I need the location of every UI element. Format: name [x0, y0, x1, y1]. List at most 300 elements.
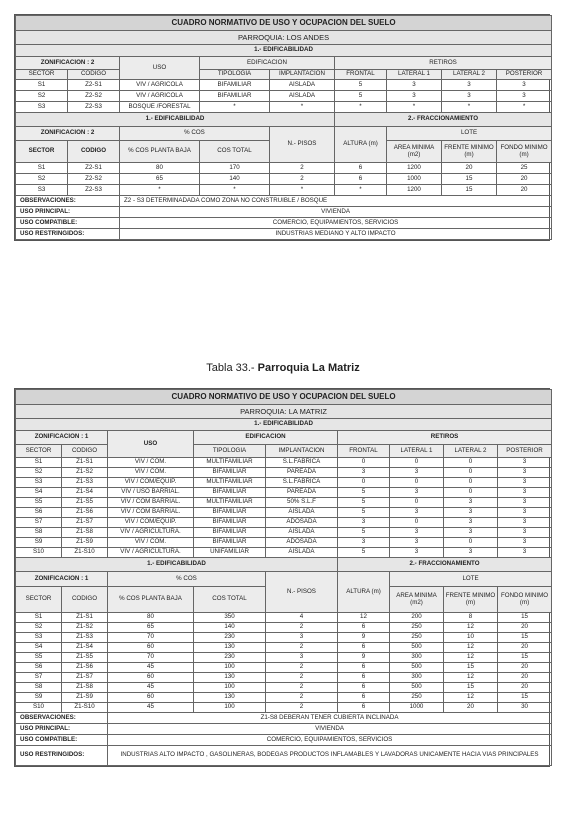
table-cell: 2	[266, 693, 338, 703]
table-cell: *	[200, 102, 270, 113]
section-edificabilidad-2: 1.- EDIFICABILIDAD	[16, 113, 335, 127]
table-cell: VIV / USO BARRIAL.	[108, 488, 194, 498]
retiros-header: RETIROS	[335, 57, 552, 70]
table-cell: 6	[338, 663, 390, 673]
table-cell: 0	[390, 518, 444, 528]
table-cell: VIV / COM.	[108, 458, 194, 468]
table-cell: 3	[498, 538, 552, 548]
table-cell: 3	[266, 633, 338, 643]
caption-name: Parroquia La Matriz	[257, 362, 360, 374]
table-cell: 20	[497, 174, 552, 185]
table-cell: 50% S.L.F	[266, 498, 338, 508]
table-cell: 25	[497, 163, 552, 174]
table-cell: 45	[108, 683, 194, 693]
retiros-header: RETIROS	[338, 431, 552, 445]
table-row	[16, 174, 552, 185]
uso-restringidos-label: USO RESTRINGIDOS:	[16, 229, 120, 240]
table-cell: 20	[442, 163, 497, 174]
table-cell: S1	[16, 80, 68, 91]
table-cell: 15	[444, 663, 498, 673]
table-cell: 3	[390, 508, 444, 518]
lateral1-header: LATERAL 1	[390, 445, 444, 458]
table-cell: 3	[442, 80, 497, 91]
cos-total-header: COS TOTAL	[200, 141, 270, 163]
table-cell: Z1-S4	[62, 488, 108, 498]
table-cell: *	[335, 185, 387, 196]
observaciones-label: OBSERVACIONES:	[16, 196, 120, 207]
implantacion-header: IMPLANTACION	[270, 70, 335, 80]
table-cell: 80	[120, 163, 200, 174]
table-cell: 3	[498, 508, 552, 518]
table-cell: 10	[444, 633, 498, 643]
table-row	[16, 458, 552, 468]
table-cell: 12	[444, 693, 498, 703]
table-title: CUADRO NORMATIVO DE USO Y OCUPACION DEL SUELO	[16, 16, 552, 31]
table-cell: 45	[108, 663, 194, 673]
table-cell: 3	[387, 80, 442, 91]
table-cell: 6	[338, 643, 390, 653]
table-row	[16, 633, 552, 643]
table-cell: *	[442, 102, 497, 113]
table-cell: BIFAMILIAR	[200, 91, 270, 102]
implantacion-header: IMPLANTACION	[266, 445, 338, 458]
table-cell: 2	[266, 683, 338, 693]
table-cell: S5	[16, 653, 62, 663]
table-cell: 6	[338, 703, 390, 713]
area-min-header: AREA MINIMA (m2)	[390, 587, 444, 613]
zonificacion-header-2: ZONIFICACION : 2	[16, 127, 120, 141]
table-cell: 20	[498, 673, 552, 683]
section-fraccionamiento: 2.- FRACCIONAMIENTO	[335, 113, 552, 127]
table-cell: BIFAMILIAR	[194, 508, 266, 518]
table-cell: 8	[444, 613, 498, 623]
cos-header: % COS	[108, 572, 266, 587]
table-cell: Z1-S6	[62, 508, 108, 518]
table-row	[16, 528, 552, 538]
edificacion-header: EDIFICACION	[200, 57, 335, 70]
table-cell: BIFAMILIAR	[200, 80, 270, 91]
table-cell: 15	[498, 693, 552, 703]
table-cell: 2	[266, 673, 338, 683]
table-cell: 12	[444, 623, 498, 633]
table-cell: Z1-S1	[62, 458, 108, 468]
section-edificabilidad: 1.- EDIFICABILIDAD	[16, 45, 552, 57]
table-cell: 130	[194, 673, 266, 683]
table-cell: 0	[390, 498, 444, 508]
table-cell: VIV / AGRICULTURA.	[108, 528, 194, 538]
uso-principal-label: USO PRINCIPAL:	[16, 207, 120, 218]
table-cell: 3	[444, 528, 498, 538]
fondo-min-header: FONDO MINIMO (m)	[497, 141, 552, 163]
table-cell: 20	[498, 643, 552, 653]
table-cell: 0	[444, 488, 498, 498]
table-cell: 230	[194, 633, 266, 643]
table-cell: S6	[16, 508, 62, 518]
table-cell: S3	[16, 102, 68, 113]
table-cell: 1000	[390, 703, 444, 713]
table-cell: BIFAMILIAR	[194, 538, 266, 548]
table-cell: 230	[194, 653, 266, 663]
table-cell: 0	[444, 468, 498, 478]
table-row	[16, 518, 552, 528]
table-cell: S2	[16, 91, 68, 102]
uso-principal-label: USO PRINCIPAL:	[16, 724, 108, 735]
codigo-header: CODIGO	[68, 70, 120, 80]
table-cell: S8	[16, 683, 62, 693]
table-cell: *	[120, 185, 200, 196]
cos-pb-header: % COS PLANTA BAJA	[108, 587, 194, 613]
table-cell: S3	[16, 185, 68, 196]
table-cell: 500	[390, 643, 444, 653]
table-cell: S2	[16, 468, 62, 478]
table-cell: BIFAMILIAR	[194, 518, 266, 528]
table-cell: Z2-S2	[68, 91, 120, 102]
frente-min-header: FRENTE MINIMO (m)	[444, 587, 498, 613]
codigo-header: CODIGO	[62, 445, 108, 458]
uso-header: USO	[108, 431, 194, 458]
uso-principal-value: VIVIENDA	[108, 724, 552, 735]
table-cell: VIV / AGRICOLA	[120, 80, 200, 91]
table-cell: 1000	[387, 174, 442, 185]
table-cell: S3	[16, 633, 62, 643]
table-row	[16, 613, 552, 623]
uso-principal-value: VIVIENDA	[120, 207, 552, 218]
uso-compatible-value: COMERCIO, EQUIPAMIENTOS, SERVICIOS	[120, 218, 552, 229]
table-cell: 0	[444, 538, 498, 548]
table-cell: 4	[266, 613, 338, 623]
observaciones-label: OBSERVACIONES:	[16, 713, 108, 724]
table-cell: 0	[444, 478, 498, 488]
table-cell: 45	[108, 703, 194, 713]
parroquia-label: PARROQUIA: LOS ANDES	[16, 31, 552, 45]
table-cell: 80	[108, 613, 194, 623]
table-cell: 20	[444, 703, 498, 713]
table-cell: S10	[16, 703, 62, 713]
table-cell: 9	[338, 653, 390, 663]
table-row	[16, 623, 552, 633]
table-cell: 20	[497, 185, 552, 196]
table-cell: 2	[270, 174, 335, 185]
frontal-header: FRONTAL	[338, 445, 390, 458]
table-cell: 140	[194, 623, 266, 633]
table-row	[16, 468, 552, 478]
table-cell: 6	[338, 623, 390, 633]
table-cell: AISLADA	[266, 508, 338, 518]
observaciones-value: Z1-S8 DEBERAN TENER CUBIERTA INCLINADA	[108, 713, 552, 724]
table-la-matriz	[14, 388, 550, 767]
lote-header: LOTE	[387, 127, 552, 141]
uso-compatible-value: COMERCIO, EQUIPAMIENTOS, SERVICIOS	[108, 735, 552, 746]
table-cell: 3	[338, 538, 390, 548]
table-row	[16, 653, 552, 663]
table-row	[16, 488, 552, 498]
pisos-header: N.- PISOS	[270, 127, 335, 163]
table-cell: S2	[16, 623, 62, 633]
table-cell: Z1-S9	[62, 693, 108, 703]
table-cell: 170	[200, 163, 270, 174]
table-cell: 3	[498, 528, 552, 538]
table-cell: 2	[270, 163, 335, 174]
lateral1-header: LATERAL 1	[387, 70, 442, 80]
table-cell: 130	[194, 643, 266, 653]
table-cell: Z1-S5	[62, 653, 108, 663]
table-cell: S5	[16, 498, 62, 508]
table-row	[16, 643, 552, 653]
zonificacion-header: ZONIFICACION : 2	[16, 57, 120, 70]
table-cell: S10	[16, 548, 62, 558]
table-cell: S9	[16, 693, 62, 703]
edificacion-header: EDIFICACION	[194, 431, 338, 445]
table-cell: 5	[335, 91, 387, 102]
posterior-header: POSTERIOR	[497, 70, 552, 80]
area-min-header: AREA MINIMA (m2)	[387, 141, 442, 163]
table-cell: 250	[390, 633, 444, 643]
table-cell: Z1-S3	[62, 478, 108, 488]
table-cell: 3	[498, 488, 552, 498]
table-cell: 15	[498, 633, 552, 643]
table-cell: Z2-S1	[68, 163, 120, 174]
table-cell: AISLADA	[270, 91, 335, 102]
table-cell: Z2-S2	[68, 174, 120, 185]
table-cell: 140	[200, 174, 270, 185]
table-cell: BIFAMILIAR	[194, 488, 266, 498]
sector-header: SECTOR	[16, 70, 68, 80]
table-cell: Z1-S7	[62, 518, 108, 528]
pisos-header: N.- PISOS	[266, 572, 338, 613]
table-cell: 3	[444, 508, 498, 518]
table-row	[16, 703, 552, 713]
table-cell: 20	[498, 663, 552, 673]
table-cell: 3	[390, 488, 444, 498]
table-cell: BOSQUE /FORESTAL	[120, 102, 200, 113]
table-cell: 20	[498, 683, 552, 693]
parroquia-label: PARROQUIA: LA MATRIZ	[16, 405, 552, 419]
table-cell: 3	[497, 80, 552, 91]
altura-header: ALTURA (m)	[338, 572, 390, 613]
uso-compatible-label: USO COMPATIBLE:	[16, 218, 120, 229]
table-cell: 6	[335, 163, 387, 174]
table-cell: Z1-S4	[62, 643, 108, 653]
table-row	[16, 478, 552, 488]
table-cell: 130	[194, 693, 266, 703]
table-cell: 20	[498, 623, 552, 633]
zonificacion-header-2: ZONIFICACION : 1	[16, 572, 108, 587]
table-cell: VIV / COM/EQUIP.	[108, 478, 194, 488]
table-cell: 3	[390, 548, 444, 558]
table-row	[16, 693, 552, 703]
uso-compatible-label: USO COMPATIBLE:	[16, 735, 108, 746]
observaciones-value: Z2 - S3 DETERMINADADA COMO ZONA NO CONSTRUIBLE / BOSQUE	[120, 196, 552, 207]
table-cell: S6	[16, 663, 62, 673]
table-cell: 1200	[387, 185, 442, 196]
table-cell: S4	[16, 643, 62, 653]
table-cell: S7	[16, 673, 62, 683]
table-cell: 300	[390, 673, 444, 683]
table-cell: ADOSADA	[266, 518, 338, 528]
table-cell: 65	[108, 623, 194, 633]
codigo-header-2: CODIGO	[68, 141, 120, 163]
table-cell: VIV / AGRICOLA	[120, 91, 200, 102]
table-cell: S1	[16, 613, 62, 623]
table-cell: 2	[266, 663, 338, 673]
table-cell: 2	[266, 643, 338, 653]
table-cell: Z1-S8	[62, 528, 108, 538]
table-cell: 3	[498, 468, 552, 478]
table-title: CUADRO NORMATIVO DE USO Y OCUPACION DEL SUELO	[16, 390, 552, 405]
table-cell: VIV / COM.	[108, 538, 194, 548]
table-cell: 12	[444, 673, 498, 683]
table-row	[16, 508, 552, 518]
table-cell: 12	[444, 653, 498, 663]
lateral2-header: LATERAL 2	[442, 70, 497, 80]
table-cell: Z1-S10	[62, 703, 108, 713]
table-cell: 3	[498, 548, 552, 558]
table-row	[16, 683, 552, 693]
table-cell: 5	[338, 548, 390, 558]
table-cell: ADOSADA	[266, 538, 338, 548]
table-cell: 3	[498, 458, 552, 468]
table-cell: 1200	[387, 163, 442, 174]
sector-header-2: SECTOR	[16, 587, 62, 613]
table-cell: 0	[390, 458, 444, 468]
table-los-andes	[14, 14, 550, 241]
table-cell: 100	[194, 663, 266, 673]
altura-header: ALTURA (m)	[335, 127, 387, 163]
table-cell: MULTIFAMILIAR	[194, 498, 266, 508]
table-cell: 5	[338, 488, 390, 498]
table-cell: 9	[338, 633, 390, 643]
table-cell: 12	[338, 613, 390, 623]
table-row	[16, 80, 552, 91]
fondo-min-header: FONDO MINIMO (m)	[498, 587, 552, 613]
table-cell: 500	[390, 663, 444, 673]
table-cell: PAREADA	[266, 488, 338, 498]
table-cell: S.L.FABRICA	[266, 478, 338, 488]
table-cell: Z2-S1	[68, 80, 120, 91]
table-cell: 65	[120, 174, 200, 185]
table-cell: 70	[108, 653, 194, 663]
codigo-header-2: CODIGO	[62, 587, 108, 613]
table-cell: 70	[108, 633, 194, 643]
lateral2-header: LATERAL 2	[444, 445, 498, 458]
table-cell: 15	[442, 174, 497, 185]
table-cell: 250	[390, 623, 444, 633]
table-row	[16, 538, 552, 548]
uso-header: USO	[120, 57, 200, 80]
table-cell: 2	[266, 703, 338, 713]
table-cell: 5	[338, 498, 390, 508]
table-cell: 500	[390, 683, 444, 693]
table-cell: S8	[16, 528, 62, 538]
table-cell: MULTIFAMILIAR	[194, 478, 266, 488]
posterior-header: POSTERIOR	[498, 445, 552, 458]
table-cell: S1	[16, 458, 62, 468]
sector-header-2: SECTOR	[16, 141, 68, 163]
table-row	[16, 91, 552, 102]
table-cell: 3	[444, 518, 498, 528]
cos-header: % COS	[120, 127, 270, 141]
table-cell: 3	[498, 478, 552, 488]
table-cell: Z1-S5	[62, 498, 108, 508]
table-cell: 5	[338, 528, 390, 538]
table-cell: S3	[16, 478, 62, 488]
table-cell: S4	[16, 488, 62, 498]
table-row	[16, 163, 552, 174]
table-cell: 6	[338, 673, 390, 683]
table-cell: 3	[390, 538, 444, 548]
table-cell: BIFAMILIAR	[194, 468, 266, 478]
table-row	[16, 185, 552, 196]
table-cell: Z1-S10	[62, 548, 108, 558]
table-cell: 3	[498, 498, 552, 508]
table-cell: 15	[444, 683, 498, 693]
table-cell: 12	[444, 643, 498, 653]
table-cell: 6	[338, 683, 390, 693]
table-cell: Z1-S1	[62, 613, 108, 623]
table-cell: UNIFAMILIAR	[194, 548, 266, 558]
uso-restringidos-value: INDUSTRIAS ALTO IMPACTO , GASOLINERAS, BODEGAS PRODUCTOS INFLAMABLES Y LAVADORAS UNICAMENTE HACIA VIAS PRINCIPALES	[108, 746, 552, 766]
table-cell: 200	[390, 613, 444, 623]
table-cell: VIV / COM/EQUIP.	[108, 518, 194, 528]
table-cell: *	[387, 102, 442, 113]
table-cell: 3	[444, 548, 498, 558]
table-cell: 3	[390, 468, 444, 478]
tipologia-header: TIPOLOGIA	[194, 445, 266, 458]
table-cell: *	[270, 102, 335, 113]
table-cell: S1	[16, 163, 68, 174]
table-cell: 3	[266, 653, 338, 663]
table-cell: Z1-S2	[62, 623, 108, 633]
table-cell: 3	[390, 528, 444, 538]
table-cell: 3	[498, 518, 552, 528]
table-cell: 5	[335, 80, 387, 91]
table-cell: S7	[16, 518, 62, 528]
table-cell: 0	[444, 458, 498, 468]
table-cell: S.L.FABRICA	[266, 458, 338, 468]
caption-prefix: Tabla 33.-	[206, 362, 258, 374]
table-cell: 100	[194, 683, 266, 693]
table-cell: Z2-S3	[68, 185, 120, 196]
table-cell: *	[200, 185, 270, 196]
table-cell: 0	[338, 458, 390, 468]
table-cell: MULTIFAMILIAR	[194, 458, 266, 468]
table-cell: *	[335, 102, 387, 113]
frontal-header: FRONTAL	[335, 70, 387, 80]
table-cell: 60	[108, 673, 194, 683]
table-cell: 6	[338, 693, 390, 703]
table-cell: 5	[338, 508, 390, 518]
table-cell: 15	[442, 185, 497, 196]
table-cell: 3	[444, 498, 498, 508]
uso-restringidos-label: USO RESTRINGIDOS:	[16, 746, 108, 766]
frente-min-header: FRENTE MINIMO (m)	[442, 141, 497, 163]
table-cell: Z1-S2	[62, 468, 108, 478]
tipologia-header: TIPOLOGIA	[200, 70, 270, 80]
table-row	[16, 663, 552, 673]
table-cell: 3	[338, 518, 390, 528]
table-cell: 3	[497, 91, 552, 102]
table-cell: 3	[442, 91, 497, 102]
table-cell: 6	[335, 174, 387, 185]
table-cell: 0	[390, 478, 444, 488]
table-caption	[0, 362, 566, 374]
table-cell: VIV / COM.	[108, 468, 194, 478]
table-cell: AISLADA	[266, 528, 338, 538]
section-edificabilidad-2: 1.- EDIFICABILIDAD	[16, 558, 338, 572]
table-cell: Z1-S9	[62, 538, 108, 548]
lote-header: LOTE	[390, 572, 552, 587]
table-cell: *	[270, 185, 335, 196]
